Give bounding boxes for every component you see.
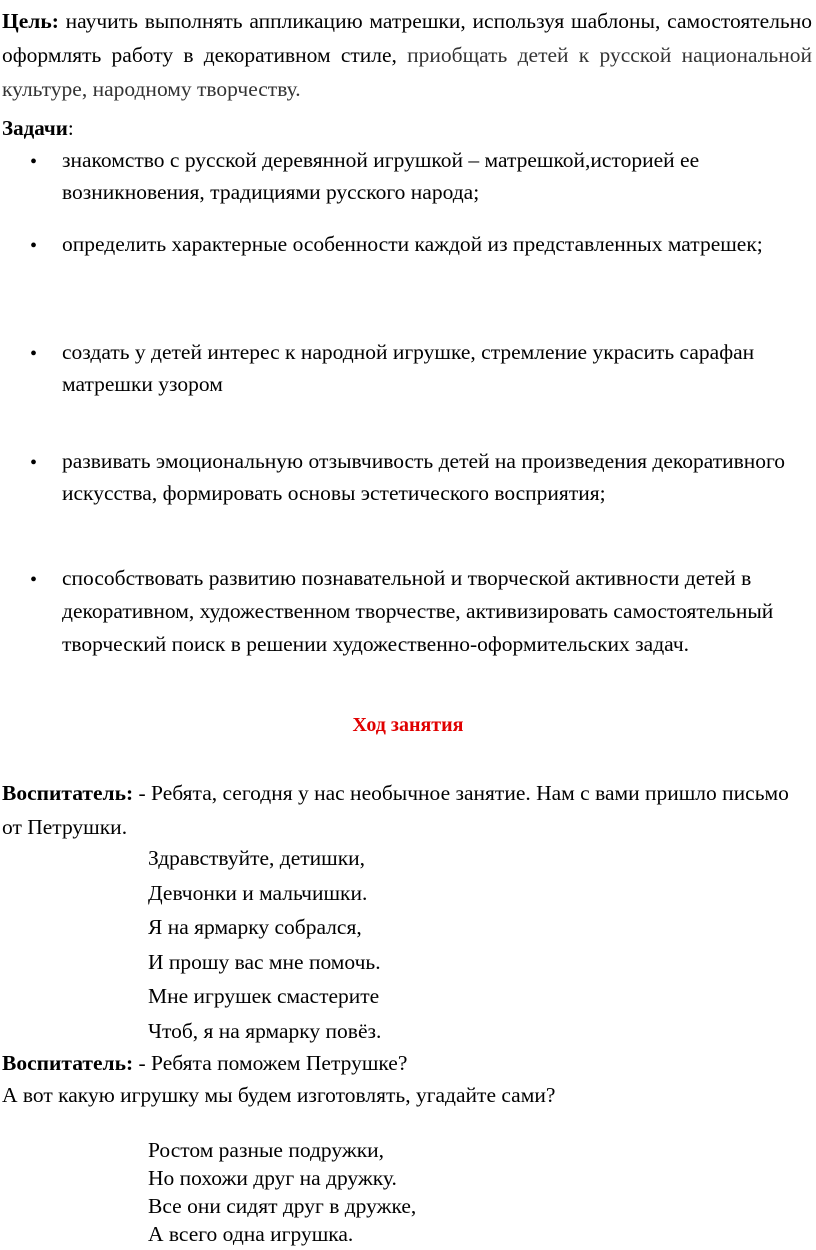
speaker-text: - Ребята, сегодня у нас необычное занятие. Нам с вами пришло письмо от Петрушки. [2,781,789,839]
goal-paragraph [2,4,812,106]
verse-line: Но похожи друг на дружку. [148,1166,397,1190]
tasks-heading [2,116,74,141]
verse-line: А всего одна игрушка. [148,1222,354,1246]
petrushka-letter-verse [148,841,381,1048]
riddle-verse [148,1136,416,1248]
bullet-icon: • [30,569,38,591]
verse-line: Я на ярмарку собрался, [148,915,362,939]
bullet-icon: • [30,151,38,173]
bullet-icon: • [30,235,38,257]
bullet-icon: • [30,343,38,365]
verse-line: Здравствуйте, детишки, [148,846,366,870]
goal-label: Цель: [2,9,59,33]
speaker-label: Воспитатель: [2,781,134,805]
task-item: создать у детей интерес к народной игрушке, стремление украсить сарафан матрешки узором [62,340,755,396]
tasks-label: Задачи [2,116,68,140]
verse-line: Мне игрушек смастерите [148,984,380,1008]
verse-line: Чтоб, я на ярмарку повёз. [148,1018,382,1043]
speaker-label: Воспитатель: [2,1051,134,1075]
verse-line: Все они сидят друг в дружке, [148,1194,417,1218]
dialog-line: А вот какую игрушку мы будем изготовлять, угадайте сами? [2,1083,556,1107]
tasks-colon: : [67,116,74,140]
goal-text: научить выполнять аппликацию матрешки, используя шаблоны, самостоятельно оформлять работу в декоративном стиле, [2,9,812,67]
verse-line: Девчонки и мальчишки. [148,880,368,905]
teacher-dialog-1 [2,776,814,844]
lesson-title: Ход занятия [352,714,464,736]
verse-line: Ростом разные подружки, [148,1138,385,1162]
task-item: способствовать развитию познавательной и творческой активности детей в декоративном, художественном творчестве, активизировать самостоятельный творческий поиск в решении художественно-оформительских задач. [62,566,774,656]
task-item: знакомство с русской деревянной игрушкой – матрешкой,историей ее возникновения, традициями русского народа; [62,148,700,204]
verse-line: И прошу вас мне помочь. [148,949,381,974]
speaker-text: - Ребята поможем Петрушке? [133,1051,408,1075]
bullet-icon: • [30,452,38,474]
task-item: определить характерные особенности каждой из представленных матрешек; [62,232,763,256]
task-item: развивать эмоциональную отзывчивость детей на произведения декоративного искусства, формировать основы эстетического восприятия; [62,449,786,505]
teacher-dialog-2 [2,1047,814,1111]
dialog-line [2,1047,814,1079]
goal-text-continued: приобщать детей к русской национальной культуре, народному творчеству. [2,43,812,101]
